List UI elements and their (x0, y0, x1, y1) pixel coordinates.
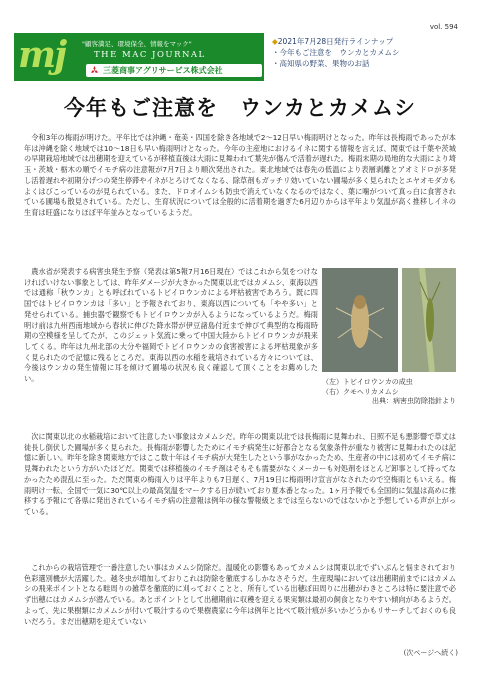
article-body-section (24, 267, 318, 385)
volume-number: vol. 594 (429, 23, 458, 31)
planthopper-image (322, 268, 398, 372)
article-body-section (24, 133, 456, 219)
caption-right: （右）クモヘリカメムシ (322, 387, 399, 396)
lineup-item: ・高知県の野菜、果物のお話 (272, 59, 370, 68)
mj-logo: mj (18, 34, 66, 76)
brown-planthopper-photo (322, 268, 398, 372)
article-paragraph: 令和3年の梅雨が明けた。平年比では沖縄・奄美・四国を除き各地域で2〜12日早い梅雨明けとなった。昨年は長梅雨であったが本年は沖縄を除く地域では10〜18日も早い梅雨明けとなった。今年の主産地におけるイネに関する情報を言えば、関東では千葉や茨城の早期栽培地域では出穂期を迎えているが移植直後は大雨に見舞われて葉先が傷んで活着が遅れた。梅雨末期の局地的な大雨により埼玉・茨城・栃木の順でイモチ病の注意報が7月7日より順次発出された。東北地域では春先の低温により表層剥離とアオミドロが多発し活着遅れや初期分げつの発生停滞やイネがとろけてなくなる、除草剤もガッチリ効いていない圃場が多く見られたとエヤオモダカもよくはびこっているのが見られている。また、ドロオイムシも防虫で消えていなくなるのではなく、葉に噛がついて真っ白に食害されている圃場も散見されている。ただし、生育状況については全般的に活着期を過ぎた6月辺りからは平年より気温が高く推移しイネの生育は旺盛になりほぼ平年並みとなっているようだ。 (24, 133, 456, 217)
continued-note: (次ページへ続く) (403, 649, 458, 657)
article-paragraph: 次に関東以北の水稲栽培において注意したい事象はカメムシだ。昨年の関東以北では長梅雨に見舞われ、日照不足も悪影響で草丈は徒長し倒伏した圃場が多く見られた。長梅雨が影響したためにイモチ病発生に好都合となる気象条件が重なり被害に見舞われたのは記憶に新しい。昨年を除き関東地方ではここ数十年はイモチ病が大発生したという事がなかったため、生産者の中には初めてイモチ病に見舞われたという方がいたほどだ。関東では移植後のイモチ剤はそもそも需要がなくメーカーも対処剤をほとんど卸事として持ってなかったため混乱に至った。ただ関東の梅雨入りは平年よりも7日遅く、7月19日に梅雨明け宣言がなされたので空梅雨ともいえる。梅雨明け一転、全国で一気に30℃以上の最高気温をマークする日が続いており夏本番となった。1ヶ月予報でも全国的に気温は高めに推移する予報にて各県に発出されているイモチ病の注意報は例年の様な警報級とまでは至らないのではないかと予想している声が上がっている。 (24, 432, 456, 516)
masthead (14, 33, 466, 81)
article-paragraph: 農水省が発表する病害虫発生予察（発表は第5報7月16日現在）ではこれから気をつけなければいけない事象としては、昨年ダメージが大きかった関東以北ではカメムシ、東海以西では通称「秋ウンカ」とも呼ばれているトビイロウンカによる坪枯被害であろう。既に四国ではトビイロウンカは「多い」と予報されており、東海以西についても「やや多い」と発せられている。捕虫器で観察でもトビイロウンカが入るようになっているようだ。梅雨明け前は九州西南地域から春状に伸びた降水帯が伊豆諸島付近まで伸びて典型的な梅雨時期の空模様を呈してたが、このジェット気流に乗って中国大陸からトビイロウンカが飛来してくる。昨年は九州北部の大分や福岡でトビイロウンカの食害被害による坪枯現象が多く見られたので記憶に残るところだ。東海以西の水稲を栽培されている方々については、今後はウンカの発生情報に耳を傾けて圃場の状況も良く確認して頂くことをお薦めしたい。 (24, 267, 318, 384)
mitsubishi-logo-icon (90, 66, 99, 75)
insect-photos (322, 268, 456, 376)
journal-banner (14, 33, 264, 81)
article-body-section (24, 432, 456, 518)
journal-motto: "顧客満足、環境保全、情報をマック" (82, 40, 192, 48)
caption-left: （左）トビイロウンカの成虫 (322, 378, 413, 386)
company-name: 三菱商事アグリサービス株式会社 (103, 66, 223, 75)
lineup-item: ・今年もご注意を ウンカとカメムシ (272, 48, 400, 57)
article-paragraph: これからの栽培管理で一番注意したい事はカメムシ防除だ。温暖化の影響もあってカメムシは関東以北でずいぶんと悩まされており色彩選別機が大活躍した。越冬虫が増加しておりこれは防除を徹底するしかなさそうだ。生産現場においては出穂期前までにはカメムシの飛来ポイントとなる畦周りの雑草を徹底的に刈っておくことと、所有している出穂ぼ田周りに出穂がわきところは特に要注意で必ず出穂にはカメムシが潜んでいる。あとポイントとして出穂期前に収穫を迎える果実類は最初の飼食となりやすい傾向があるようだ。よって、先に果樹類にカメムシが付いて吸汁するので果樹農家に今年は例年と比べて吸汁痕が多いかどうかもリサーチしておくのも良いだろう。まだ出穂期を迎えていない (24, 563, 456, 626)
lineup-date: ◆2021年7月28日発行ラインナップ (272, 37, 394, 46)
photo-caption (322, 378, 456, 407)
caption-source: 出典：病害虫防除指針より (372, 397, 456, 405)
article-headline: 今年もご注意を ウンカとカメムシ (64, 96, 416, 120)
diamond-icon: ◆ (272, 37, 278, 46)
company-plate (86, 64, 262, 77)
rice-bug-image (402, 268, 456, 372)
article-body-section (24, 563, 456, 627)
issue-lineup (272, 36, 466, 69)
rice-bug-photo (402, 268, 456, 372)
journal-title: THE MAC JOURNAL (94, 50, 206, 60)
